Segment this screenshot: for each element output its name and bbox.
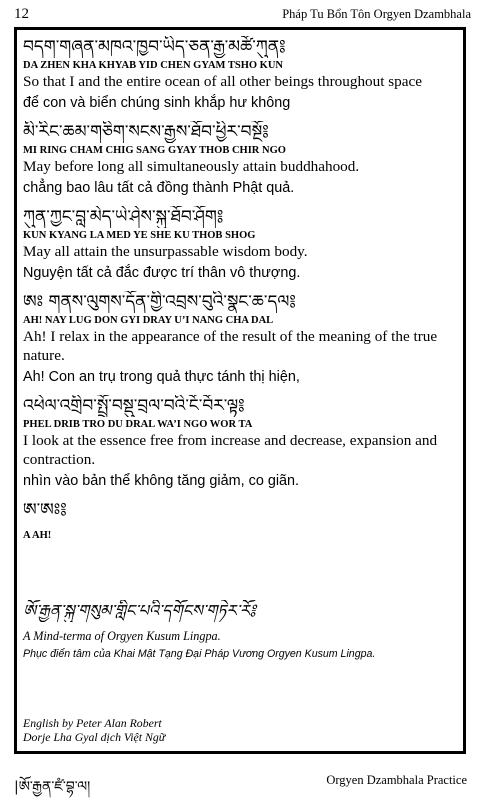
- colophon-vietnamese: Phục điển tâm của Khai Mật Tạng Đại Pháp Vương Orgyen Kusum Lingpa.: [23, 648, 376, 660]
- verse-english: So that I and the entire ocean of all other beings throughout space: [23, 73, 422, 90]
- colophon: [23, 600, 457, 662]
- verse-tibetan: འཕེལ་འགྲིབ་སྤྲོ་བསྡུ་བྲལ་བའི་ངོ་བོར་ལྟ༔: [23, 396, 245, 416]
- verse-english: May all attain the unsurpassable wisdom body.: [23, 243, 308, 260]
- verse-english: Ah! I relax in the appearance of the result of the meaning of the true nature.: [23, 328, 438, 364]
- footer-title: Orgyen Dzambhala Practice: [326, 773, 467, 787]
- verse-transliteration: DA ZHEN KHA KHYAB YID CHEN GYAM TSHO KUN: [23, 60, 284, 71]
- text-frame: [14, 27, 466, 754]
- colophon-english: A Mind-terma of Orgyen Kusum Lingpa.: [23, 629, 221, 643]
- closing-tibetan: ཨ་ཨཿ༔: [23, 500, 67, 520]
- verse-4: [23, 291, 457, 387]
- running-title: Pháp Tu Bổn Tôn Orgyen Dzambhala: [282, 7, 471, 21]
- page-header: [14, 6, 471, 24]
- page-number: 12: [14, 6, 29, 22]
- verse-5: [23, 395, 457, 491]
- verse-vietnamese: để con và biển chúng sinh khắp hư không: [23, 95, 291, 111]
- verse-vietnamese: Nguyện tất cả đắc được trí thân vô thượng.: [23, 265, 301, 281]
- translation-credits: [23, 716, 457, 744]
- verse-vietnamese: Ah! Con an trụ trong quả thực tánh thị hiện,: [23, 369, 300, 385]
- footer-tibetan: |ཨོ་རྒྱན་ཛཾ་བྷ་ལ།: [14, 779, 91, 795]
- verse-tibetan: ཀུན་ཀྱང་བླ་མེད་ཡེ་ཤེས་སྐུ་ཐོབ་ཤོག༔: [23, 207, 224, 227]
- verse-tibetan: བདག་གཞན་མཁའ་ཁྱབ་ཡིད་ཅན་རྒྱ་མཚོ་ཀུན༔: [23, 37, 286, 57]
- verse-english: May before long all simultaneously attain buddhahood.: [23, 158, 360, 175]
- verse-english: I look at the essence free from increase and decrease, expansion and contraction.: [23, 432, 438, 468]
- verse-1: [23, 36, 457, 113]
- verse-tibetan: མི་རིང་ཆམ་གཅིག་སངས་རྒྱས་ཐོབ་ཕྱིར་བསྔོ༔: [23, 122, 269, 142]
- verse-transliteration: AH! NAY LUG DON GYI DRAY U’I NANG CHA DAL: [23, 315, 274, 326]
- verse-transliteration: PHEL DRIB TRO DU DRAL WA’I NGO WOR TA: [23, 419, 253, 430]
- credit-english: English by Peter Alan Robert: [23, 716, 162, 730]
- verse-2: [23, 121, 457, 198]
- verse-list: [23, 36, 457, 542]
- verse-3: [23, 206, 457, 283]
- verse-vietnamese: nhìn vào bản thể không tăng giảm, co giãn.: [23, 473, 300, 489]
- credit-vietnamese: Dorje Lha Gyal dịch Việt Ngữ: [23, 730, 166, 744]
- verse-tibetan: ཨཿ གནས་ལུགས་དོན་གྱི་འབྲས་བུའི་སྣང་ཆ་དལ༔: [23, 292, 296, 312]
- closing-transliteration: A AH!: [23, 530, 52, 541]
- verse-vietnamese: chẳng bao lâu tất cả đồng thành Phật quả.: [23, 180, 295, 196]
- verse-transliteration: KUN KYANG LA MED YE SHE KU THOB SHOG: [23, 230, 256, 241]
- verse-transliteration: MI RING CHAM CHIG SANG GYAY THOB CHIR NGO: [23, 145, 286, 156]
- colophon-tibetan: ཨོ་རྒྱན་སྐུ་གསུམ་གླིང་པའི་དགོངས་གཏེར་རོ༔: [23, 601, 256, 620]
